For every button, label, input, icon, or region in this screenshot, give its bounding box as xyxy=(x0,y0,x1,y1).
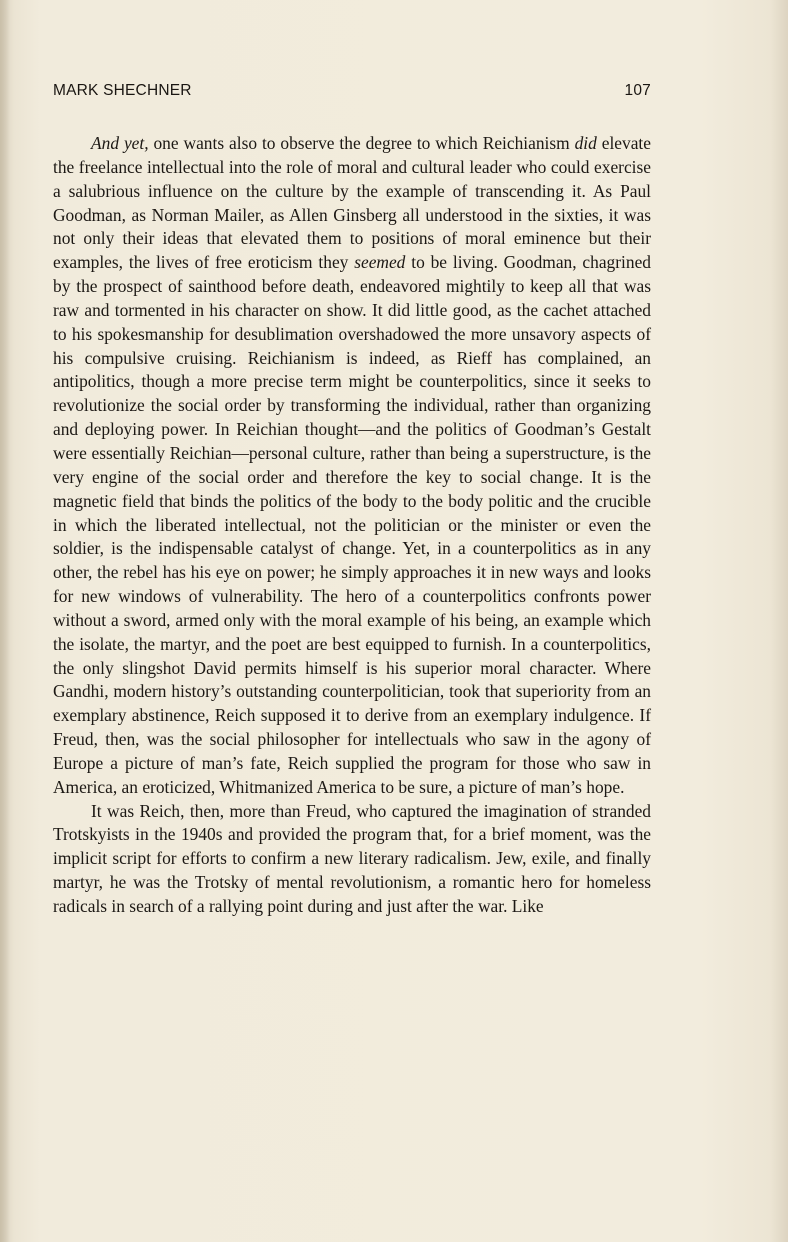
spine-shadow xyxy=(0,0,10,1242)
body-text xyxy=(53,132,651,919)
italic-seemed: seemed xyxy=(354,252,406,273)
paragraph-2 xyxy=(53,800,651,919)
italic-and-yet: And yet, xyxy=(91,133,149,153)
text-segment: to be living. Goodman, chagrined by the prospect of sainthood before death, endeavored mightily to keep all that was raw and tormented in his character on show. It did little good, as the cachet attached to his spokesmanship for desublimation overshadowed the more unsavory aspects of his compulsive cruising. Reichianism is indeed, as Rieff has complained, an antipolitics, though a more precise term might be counterpolitics, since it seeks to revolutionize the social order by transforming the individual, rather than organizing and deploying power. In Reichian thought—and the politics of Goodman’s Gestalt were essentially Reichian—personal culture, rather than being a superstructure, is the very engine of the social order and therefore the key to social change. It is the magnetic field that binds the politics of the body to the body politic and the crucible in which the liberated intellectual, not the politician or the minister or even the soldier, is the indispensable catalyst of change. Yet, in a counterpolitics as in any other, the rebel has his eye on power; he simply approaches it in new ways and looks for new windows of vulnerability. The hero of a counterpolitics confronts power without a sword, armed only with the moral example of his being, an example which the isolate, the martyr, and the poet are best equipped to furnish. In a counterpolitics, the only slingshot David permits himself is his superior moral character. Where Gandhi, modern history’s outstanding counterpolitician, took that superiority from an exemplary abstinence, Reich supposed it to derive from an exemplary indulgence. If Freud, then, was the social philosopher for intellectuals who saw in the agony of Europe a picture of man’s fate, Reich supplied the program for those who saw in America, an eroticized, Whitmanized America to be sure, a picture of man’s hope. xyxy=(53,252,651,797)
page-number: 107 xyxy=(624,82,651,99)
running-head-author: MARK SHECHNER xyxy=(53,82,192,99)
running-header xyxy=(53,82,651,106)
italic-did: did xyxy=(574,133,597,153)
text-segment: It was Reich, then, more than Freud, who captured the imagination of stranded Trotskyists in the 1940s and provided the program that, for a brief moment, was the implicit script for efforts to confirm a new literary radicalism. Jew, exile, and finally martyr, he was the Trotsky of mental revolutionism, a romantic hero for homeless radicals in search of a rallying point during and just after the war. Like xyxy=(53,800,651,916)
text-segment: elevate the freelance intellectual into the role of moral and cultural leader who could exercise a salubrious influence on the culture by the example of transcending it. As Paul Goodman, as Norman Mailer, as Allen Ginsberg all understood in the sixties, it was not only their ideas that elevated them to positions of moral eminence but their examples, the lives of free eroticism they xyxy=(53,133,651,273)
text-segment: one wants also to observe the degree to which Reichianism xyxy=(148,133,575,153)
paragraph-1 xyxy=(53,132,651,800)
